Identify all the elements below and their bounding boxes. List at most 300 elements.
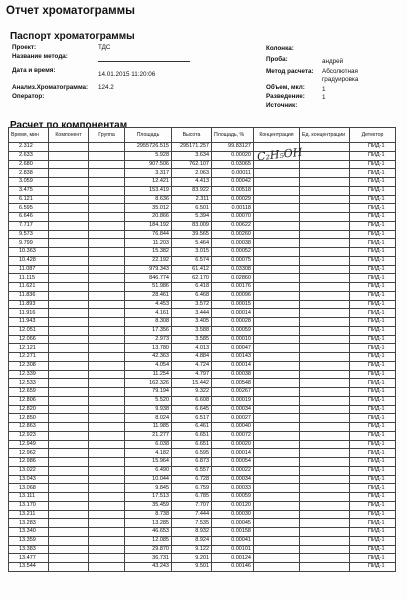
- table-cell: 35.012: [125, 204, 172, 213]
- table-cell: 0.00010: [212, 335, 254, 344]
- table-cell: [254, 528, 300, 537]
- table-cell: [89, 283, 125, 292]
- table-cell: [89, 326, 125, 335]
- table-row: [9, 239, 396, 248]
- table-cell: [254, 213, 300, 222]
- table-cell: [254, 300, 300, 309]
- table-cell: 13.477: [9, 554, 49, 563]
- table-cell: [300, 484, 350, 493]
- table-cell: 0.00072: [212, 431, 254, 440]
- table-cell: ПИД-1: [350, 361, 396, 370]
- table-cell: 2.633: [9, 151, 49, 160]
- table-cell: 6.461: [172, 423, 212, 432]
- table-row: [9, 458, 396, 467]
- table-cell: 0.00038: [212, 370, 254, 379]
- table-row: [9, 151, 396, 160]
- table-cell: ПИД-1: [350, 379, 396, 388]
- table-cell: 2.973: [125, 335, 172, 344]
- table-cell: [89, 300, 125, 309]
- table-cell: [300, 405, 350, 414]
- table-cell: 0.00143: [212, 353, 254, 362]
- table-cell: 0.00158: [212, 528, 254, 537]
- table-cell: 11.916: [9, 309, 49, 318]
- table-cell: [89, 195, 125, 204]
- table-cell: [89, 431, 125, 440]
- col-header-area-percent: Площадь, %: [212, 128, 254, 143]
- field-datetime-label: Дата и время:: [12, 67, 56, 74]
- table-cell: 6.574: [172, 256, 212, 265]
- table-cell: [300, 326, 350, 335]
- table-cell: 12.806: [9, 396, 49, 405]
- col-header-height: Высота: [172, 128, 212, 143]
- table-cell: 99.83127: [212, 143, 254, 152]
- table-cell: [300, 169, 350, 178]
- table-cell: [49, 195, 89, 204]
- table-cell: [300, 318, 350, 327]
- table-cell: 762.107: [172, 160, 212, 169]
- table-cell: [254, 449, 300, 458]
- table-cell: 4.453: [125, 300, 172, 309]
- table-cell: 39.565: [172, 230, 212, 239]
- table-cell: 36.731: [125, 554, 172, 563]
- table-row: [9, 265, 396, 274]
- table-cell: ПИД-1: [350, 396, 396, 405]
- table-cell: 12.659: [9, 388, 49, 397]
- table-cell: [254, 361, 300, 370]
- table-row: [9, 405, 396, 414]
- table-cell: ПИД-1: [350, 431, 396, 440]
- table-cell: ПИД-1: [350, 178, 396, 187]
- table-cell: 13.068: [9, 484, 49, 493]
- table-cell: ПИД-1: [350, 370, 396, 379]
- table-cell: [300, 291, 350, 300]
- table-row: [9, 186, 396, 195]
- table-cell: 15.382: [125, 248, 172, 257]
- table-cell: 11.893: [9, 300, 49, 309]
- field-sample-value: андрей: [322, 58, 344, 65]
- table-cell: [89, 484, 125, 493]
- table-cell: ПИД-1: [350, 528, 396, 537]
- table-cell: 0.00041: [212, 536, 254, 545]
- table-cell: 35.459: [125, 501, 172, 510]
- table-cell: 7.444: [172, 510, 212, 519]
- table-cell: 6.608: [172, 396, 212, 405]
- table-cell: ПИД-1: [350, 449, 396, 458]
- table-cell: 15.442: [172, 379, 212, 388]
- table-row: [9, 414, 396, 423]
- table-cell: 13.283: [9, 519, 49, 528]
- table-cell: [254, 466, 300, 475]
- table-cell: [300, 388, 350, 397]
- table-row: [9, 545, 396, 554]
- table-cell: 0.00070: [212, 213, 254, 222]
- table-cell: [49, 423, 89, 432]
- table-cell: 6.645: [172, 405, 212, 414]
- table-cell: ПИД-1: [350, 353, 396, 362]
- table-cell: [89, 449, 125, 458]
- field-calc-method: [266, 68, 316, 76]
- table-cell: ПИД-1: [350, 405, 396, 414]
- table-cell: 907.506: [125, 160, 172, 169]
- table-cell: 11.943: [9, 318, 49, 327]
- table-row: [9, 423, 396, 432]
- table-cell: [254, 335, 300, 344]
- table-cell: [300, 563, 350, 572]
- table-cell: 12.863: [9, 423, 49, 432]
- table-cell: [300, 501, 350, 510]
- table-cell: [49, 501, 89, 510]
- table-cell: [254, 510, 300, 519]
- table-cell: [89, 466, 125, 475]
- table-cell: 8.932: [172, 528, 212, 537]
- table-cell: [49, 239, 89, 248]
- field-analysis-label: Анализ.Хроматограмма:: [12, 84, 89, 91]
- table-cell: [49, 545, 89, 554]
- table-cell: 0.00019: [212, 396, 254, 405]
- table-cell: 6.759: [172, 484, 212, 493]
- table-cell: [49, 300, 89, 309]
- table-cell: 6.517: [172, 414, 212, 423]
- table-cell: 29.870: [125, 545, 172, 554]
- report-title: Отчет хроматограммы: [6, 5, 135, 17]
- table-cell: ПИД-1: [350, 230, 396, 239]
- table-cell: 6.121: [9, 195, 49, 204]
- table-cell: ПИД-1: [350, 265, 396, 274]
- table-cell: [300, 554, 350, 563]
- field-volume-value: 1: [322, 86, 326, 93]
- field-sample: [266, 56, 288, 64]
- table-cell: ПИД-1: [350, 344, 396, 353]
- table-cell: [300, 449, 350, 458]
- table-cell: 0.00260: [212, 230, 254, 239]
- table-row: [9, 204, 396, 213]
- table-cell: 6.418: [172, 283, 212, 292]
- table-cell: 6.785: [172, 493, 212, 502]
- table-cell: 13.170: [9, 501, 49, 510]
- table-cell: ПИД-1: [350, 423, 396, 432]
- table-cell: 9.501: [172, 563, 212, 572]
- passport-title: Паспорт хроматограммы: [10, 31, 135, 42]
- table-cell: [89, 519, 125, 528]
- table-cell: [89, 554, 125, 563]
- table-row: [9, 143, 396, 152]
- table-cell: 0.00042: [212, 178, 254, 187]
- table-cell: 12.949: [9, 440, 49, 449]
- table-cell: 3.588: [172, 326, 212, 335]
- field-volume-label: Объем, мкл:: [266, 84, 305, 91]
- field-analysis: [12, 84, 88, 92]
- table-cell: 0.00101: [212, 545, 254, 554]
- table-cell: [49, 484, 89, 493]
- table-cell: [49, 283, 89, 292]
- table-cell: [49, 449, 89, 458]
- table-cell: 0.00059: [212, 326, 254, 335]
- table-cell: 4.884: [172, 353, 212, 362]
- table-cell: 0.00267: [212, 388, 254, 397]
- table-cell: [49, 326, 89, 335]
- table-cell: ПИД-1: [350, 466, 396, 475]
- table-cell: 6.038: [125, 440, 172, 449]
- table-cell: ПИД-1: [350, 283, 396, 292]
- table-row: [9, 440, 396, 449]
- table-cell: 8.308: [125, 318, 172, 327]
- table-cell: 3.572: [172, 300, 212, 309]
- table-cell: [49, 169, 89, 178]
- table-cell: [254, 440, 300, 449]
- field-method-name: [12, 53, 68, 61]
- field-datetime: [12, 67, 56, 75]
- table-cell: ПИД-1: [350, 248, 396, 257]
- table-cell: 0.00622: [212, 221, 254, 230]
- field-calc-method-label: Метод расчета:: [266, 68, 314, 75]
- table-cell: 11.836: [9, 291, 49, 300]
- table-row: [9, 221, 396, 230]
- table-row: [9, 554, 396, 563]
- table-cell: 2.311: [172, 195, 212, 204]
- table-cell: [49, 388, 89, 397]
- handwritten-note: C₂H₅OH: [256, 145, 304, 164]
- table-cell: [300, 493, 350, 502]
- table-cell: 4.013: [172, 344, 212, 353]
- table-cell: [254, 545, 300, 554]
- table-row: [9, 248, 396, 257]
- table-cell: 12.850: [9, 414, 49, 423]
- table-row: [9, 484, 396, 493]
- table-cell: [300, 160, 350, 169]
- table-cell: [89, 318, 125, 327]
- table-cell: [49, 309, 89, 318]
- table-cell: [300, 353, 350, 362]
- table-cell: 22.192: [125, 256, 172, 265]
- table-cell: 0.00028: [212, 318, 254, 327]
- table-cell: 12.962: [9, 449, 49, 458]
- table-cell: 0.00120: [212, 501, 254, 510]
- table-cell: [89, 204, 125, 213]
- table-cell: [89, 335, 125, 344]
- table-cell: 6.651: [172, 440, 212, 449]
- table-cell: 17.513: [125, 493, 172, 502]
- table-cell: [300, 239, 350, 248]
- table-cell: 0.00059: [212, 493, 254, 502]
- table-cell: [300, 195, 350, 204]
- table-cell: [254, 169, 300, 178]
- table-cell: [254, 256, 300, 265]
- field-dilution: [266, 93, 305, 101]
- table-cell: [254, 396, 300, 405]
- table-cell: 2955726.515: [125, 143, 172, 152]
- field-column-label: Колонка:: [266, 45, 294, 52]
- table-cell: [49, 563, 89, 572]
- table-cell: 4.797: [172, 370, 212, 379]
- table-cell: ПИД-1: [350, 151, 396, 160]
- table-cell: 0.00030: [212, 510, 254, 519]
- table-cell: 979.343: [125, 265, 172, 274]
- table-cell: [254, 230, 300, 239]
- table-cell: 3.015: [172, 248, 212, 257]
- table-row: [9, 169, 396, 178]
- table-cell: [254, 501, 300, 510]
- table-cell: [254, 291, 300, 300]
- table-cell: 9.573: [9, 230, 49, 239]
- field-datetime-value: 14.01.2015 11:20:06: [98, 71, 156, 78]
- table-cell: [300, 466, 350, 475]
- table-cell: [49, 475, 89, 484]
- field-volume: [266, 84, 305, 92]
- table-row: [9, 528, 396, 537]
- table-cell: 0.00022: [212, 466, 254, 475]
- table-cell: 11.087: [9, 265, 49, 274]
- table-cell: [49, 213, 89, 222]
- table-cell: 0.00518: [212, 186, 254, 195]
- table-cell: 0.00033: [212, 484, 254, 493]
- table-cell: [300, 545, 350, 554]
- table-cell: [49, 143, 89, 152]
- table-row: [9, 353, 396, 362]
- table-cell: [49, 160, 89, 169]
- field-source-label: Источник:: [266, 102, 298, 109]
- table-cell: 5.928: [125, 151, 172, 160]
- table-cell: 0.00027: [212, 414, 254, 423]
- table-cell: 6.501: [172, 204, 212, 213]
- field-analysis-value: 124.2: [98, 84, 114, 91]
- table-cell: 162.326: [125, 379, 172, 388]
- table-cell: [49, 379, 89, 388]
- table-cell: [254, 484, 300, 493]
- table-cell: [89, 274, 125, 283]
- table-row: [9, 388, 396, 397]
- table-cell: [49, 151, 89, 160]
- table-cell: [89, 440, 125, 449]
- table-cell: 0.00040: [212, 423, 254, 432]
- table-cell: [254, 475, 300, 484]
- table-cell: ПИД-1: [350, 160, 396, 169]
- table-cell: ПИД-1: [350, 536, 396, 545]
- table-cell: [300, 213, 350, 222]
- table-row: [9, 283, 396, 292]
- table-cell: 83.922: [172, 186, 212, 195]
- table-cell: 12.271: [9, 353, 49, 362]
- table-cell: 4.054: [125, 361, 172, 370]
- table-row: [9, 318, 396, 327]
- table-row: [9, 379, 396, 388]
- table-cell: [300, 248, 350, 257]
- table-cell: 3.059: [9, 178, 49, 187]
- table-cell: [49, 466, 89, 475]
- table-cell: 13.340: [9, 528, 49, 537]
- table-cell: ПИД-1: [350, 300, 396, 309]
- table-cell: ПИД-1: [350, 414, 396, 423]
- table-row: [9, 335, 396, 344]
- table-cell: [49, 221, 89, 230]
- col-header-conc-units: Ед. концентрации: [300, 128, 350, 143]
- table-cell: [89, 143, 125, 152]
- table-cell: 8.636: [125, 195, 172, 204]
- table-row: [9, 178, 396, 187]
- table-cell: ПИД-1: [350, 510, 396, 519]
- table-cell: [254, 248, 300, 257]
- table-cell: 8.924: [172, 536, 212, 545]
- table-cell: 0.00052: [212, 248, 254, 257]
- table-cell: [89, 528, 125, 537]
- table-cell: [89, 388, 125, 397]
- table-cell: 6.728: [172, 475, 212, 484]
- table-row: [9, 493, 396, 502]
- table-cell: [49, 554, 89, 563]
- table-cell: 0.00020: [212, 151, 254, 160]
- table-cell: 17.356: [125, 326, 172, 335]
- table-cell: [89, 545, 125, 554]
- table-cell: ПИД-1: [350, 204, 396, 213]
- table-cell: 21.277: [125, 431, 172, 440]
- table-cell: [89, 396, 125, 405]
- col-header-time: Время, мин: [9, 128, 49, 143]
- table-cell: [254, 178, 300, 187]
- table-cell: ПИД-1: [350, 213, 396, 222]
- table-cell: [49, 248, 89, 257]
- table-cell: 9.122: [172, 545, 212, 554]
- table-cell: 0.00034: [212, 475, 254, 484]
- table-row: [9, 361, 396, 370]
- table-cell: [300, 143, 350, 152]
- table-cell: 4.413: [172, 178, 212, 187]
- table-cell: [254, 431, 300, 440]
- table-cell: [254, 274, 300, 283]
- table-cell: [300, 204, 350, 213]
- table-cell: [49, 256, 89, 265]
- table-cell: [49, 370, 89, 379]
- table-cell: [89, 405, 125, 414]
- table-cell: [89, 160, 125, 169]
- method-underline: [98, 61, 190, 62]
- table-cell: ПИД-1: [350, 169, 396, 178]
- table-cell: 5.394: [172, 213, 212, 222]
- table-cell: [300, 510, 350, 519]
- table-cell: 0.02860: [212, 274, 254, 283]
- table-cell: 3.585: [172, 335, 212, 344]
- table-cell: 0.00124: [212, 554, 254, 563]
- table-row: [9, 230, 396, 239]
- table-cell: 4.724: [172, 361, 212, 370]
- table-cell: 0.00014: [212, 361, 254, 370]
- table-cell: [254, 414, 300, 423]
- table-cell: [49, 178, 89, 187]
- table-row: [9, 475, 396, 484]
- table-cell: 9.322: [172, 388, 212, 397]
- table-cell: 11.115: [9, 274, 49, 283]
- col-header-concentration: Концентрация: [254, 128, 300, 143]
- table-cell: [89, 475, 125, 484]
- table-cell: ПИД-1: [350, 554, 396, 563]
- table-cell: [89, 353, 125, 362]
- field-project: [12, 44, 36, 52]
- table-cell: [254, 458, 300, 467]
- field-operator-label: Оператор:: [12, 93, 45, 100]
- table-cell: 76.844: [125, 230, 172, 239]
- table-cell: 6.557: [172, 466, 212, 475]
- table-cell: ПИД-1: [350, 291, 396, 300]
- table-cell: 11.985: [125, 423, 172, 432]
- table-cell: [49, 493, 89, 502]
- table-cell: [254, 283, 300, 292]
- table-cell: 0.00548: [212, 379, 254, 388]
- table-cell: 3.475: [9, 186, 49, 195]
- table-cell: 62.170: [172, 274, 212, 283]
- table-cell: [300, 221, 350, 230]
- table-cell: 10.428: [9, 256, 49, 265]
- table-cell: 51.986: [125, 283, 172, 292]
- table-cell: [49, 335, 89, 344]
- table-cell: 0.00014: [212, 449, 254, 458]
